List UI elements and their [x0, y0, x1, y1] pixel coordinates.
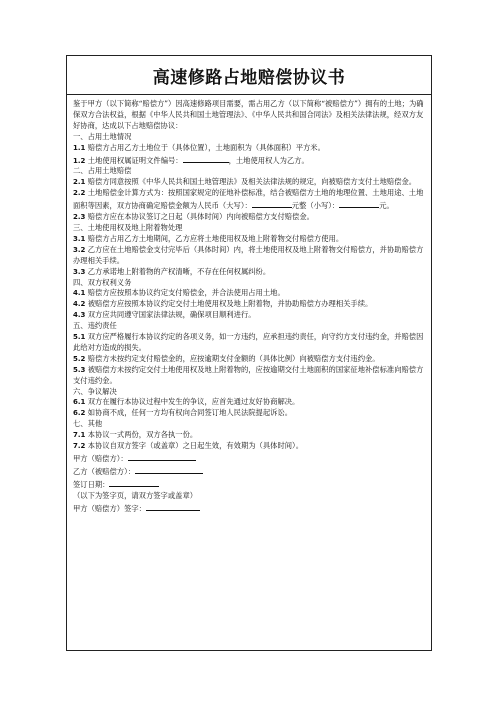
clause-text: 被赔偿方未按约定交付土地使用权及地上附着物的，应按逾期交付土地面积的国家征地补偿标准向赔偿方支付违约金。	[73, 364, 424, 385]
clause-number: 4.1	[73, 289, 86, 298]
section-heading-1: 一、占用土地情况	[73, 131, 132, 141]
clause-text: 赔偿方同意按照《中华人民共和国土地管理法》及相关法律法规的规定，向被赔偿方支付土地赔偿金。	[87, 177, 417, 187]
clause-text: 本协议自双方签字（或盖章）之日起生效，有效期为（具体时间）。	[87, 441, 303, 451]
signature-page-note: （以下为签字页，请双方签字或盖章）	[73, 490, 198, 500]
sign-date-label: 签订日期：	[73, 479, 110, 489]
clause-2-3	[73, 212, 425, 223]
clause-number: 6.2	[73, 409, 86, 418]
clause-2-2	[73, 188, 425, 212]
clause-text: 双方应共同遵守国家法律法规，确保项目顺利进行。	[87, 310, 256, 320]
clause-number: 5.3	[73, 365, 86, 374]
clause-number: 2.1	[73, 178, 86, 187]
clause-number: 7.1	[73, 431, 86, 440]
clause-text: 元。	[379, 201, 394, 211]
party-a-signature-line	[73, 502, 425, 515]
clause-1-2	[73, 154, 425, 167]
clause-text: 如协商不成，任何一方均有权向合同签订地人民法院提起诉讼。	[87, 408, 293, 418]
clause-text: 赔偿方未按约定支付赔偿金的，应按逾期支付金额的（具体比例）向被赔偿方支付违约金。	[87, 353, 380, 363]
page-title: 高速修路占地赔偿协议书	[152, 67, 346, 88]
clause-text: 元整（小写）：	[291, 201, 340, 211]
clause-number: 2.3	[73, 213, 86, 222]
clause-1-1	[73, 143, 425, 154]
certificate-number-blank[interactable]	[183, 154, 229, 163]
clause-number: 1.1	[73, 143, 86, 152]
party-a-blank[interactable]	[128, 452, 196, 461]
clause-text: 本协议一式两份，双方各执一份。	[87, 430, 198, 440]
clause-number: 7.2	[73, 442, 86, 451]
document-frame	[66, 55, 432, 651]
clause-text: 双方应严格履行本协议约定的各项义务，如一方违约，应承担违约责任，向守约方支付违约金，并赔偿因此给对方造成的损失。	[73, 332, 424, 352]
clause-5-2	[73, 354, 425, 365]
party-b-blank[interactable]	[135, 465, 203, 474]
clause-number: 1.2	[73, 156, 86, 165]
clause-text: 赔偿方占用乙方土地位于（具体位置），土地面积为（具体面积）平方米。	[87, 142, 325, 152]
party-a-signature-label: 甲方（赔偿方）签字：	[73, 503, 146, 513]
section-heading-2: 二、占用土地赔偿	[73, 166, 132, 176]
clause-3-2	[73, 245, 425, 267]
section-heading-5: 五、违约责任	[73, 321, 117, 331]
clause-4-1	[73, 288, 425, 299]
clause-4-3	[73, 310, 425, 321]
document-body	[67, 95, 431, 515]
party-b-label: 乙方（被赔偿方）：	[73, 466, 136, 476]
clause-text: 双方在履行本协议过程中发生的争议，应首先通过友好协商解决。	[87, 397, 300, 407]
clause-number: 4.3	[73, 311, 86, 320]
clause-number: 3.3	[73, 267, 86, 276]
clause-number: 2.2	[73, 189, 86, 198]
clause-text: 乙方应在土地赔偿金支付完毕后（具体时间）内，将土地使用权及地上附着物交付赔偿方，并协助赔偿方办理相关手续。	[73, 244, 424, 265]
clause-7-2	[73, 441, 425, 452]
clause-4-2	[73, 299, 425, 310]
clause-5-3	[73, 365, 425, 387]
clause-number: 6.1	[73, 398, 86, 407]
party-b-line	[73, 465, 425, 478]
clause-number: 4.2	[73, 300, 86, 309]
clause-number: 3.2	[73, 245, 86, 254]
section-heading-3: 三、土地使用权及地上附着物处理	[73, 222, 183, 232]
clause-text: ，土地使用权人为乙方。	[228, 155, 309, 165]
clause-text: 土地赔偿金计算方式为：按照国家规定的征地补偿标准，结合被赔偿方土地的地理位置、土地用途、土地面积等因素，双方协商确定赔偿金额为人民币（大写）：	[73, 188, 424, 211]
clause-2-1	[73, 177, 425, 188]
clause-text: 赔偿方占用乙方土地期间，乙方应将土地使用权及地上附着物交付赔偿方使用。	[87, 233, 344, 243]
clause-text: 赔偿方应按照本协议约定支付赔偿金，并合法使用占用土地。	[87, 288, 285, 298]
party-a-line	[73, 452, 425, 465]
clause-text: 赔偿方应在本协议签订之日起（具体时间）内向被赔偿方支付赔偿金。	[87, 212, 314, 222]
sign-date-line	[73, 478, 425, 491]
clause-text: 乙方承诺地上附着物的产权清晰，不存在任何权属纠纷。	[87, 266, 271, 276]
section-heading-7: 七、其他	[73, 419, 103, 429]
section-heading-4: 四、双方权利义务	[73, 277, 132, 287]
title-row	[67, 56, 431, 95]
clause-text: 土地使用权属证明文件编号：	[87, 155, 183, 165]
clause-3-1	[73, 234, 425, 245]
clause-number: 5.2	[73, 354, 86, 363]
clause-number: 5.1	[73, 333, 86, 342]
clause-5-1	[73, 332, 425, 354]
amount-uppercase-blank[interactable]	[252, 199, 292, 208]
party-a-signature-blank[interactable]	[146, 502, 200, 511]
amount-lowercase-blank[interactable]	[339, 199, 379, 208]
sign-date-blank[interactable]	[109, 478, 159, 487]
clause-7-1	[73, 430, 425, 441]
clause-6-1	[73, 397, 425, 408]
intro-paragraph: 鉴于甲方（以下简称“赔偿方”）因高速修路项目需要，需占用乙方（以下简称“被赔偿方”）拥有的土地；为确保双方合法权益，根据《中华人民共和国土地管理法》、《中华人民共和国合同法》及相关法律法规，经双方友好协商，达成以下占地赔偿协议：	[73, 99, 424, 130]
clause-6-2	[73, 408, 425, 419]
clause-text: 被赔偿方应按照本协议约定交付土地使用权及地上附着物，并协助赔偿方办理相关手续。	[87, 299, 373, 309]
clause-number: 3.1	[73, 234, 86, 243]
party-a-label: 甲方（赔偿方）：	[73, 454, 128, 463]
clause-3-3	[73, 267, 425, 278]
section-heading-6: 六、争议解决	[73, 386, 117, 396]
